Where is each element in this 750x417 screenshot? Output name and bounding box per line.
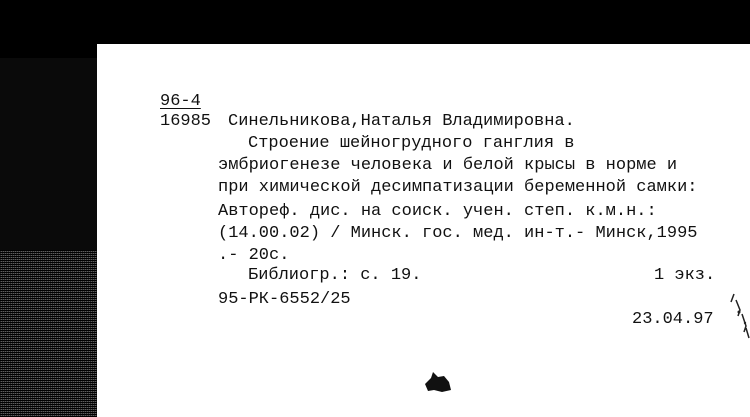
author-name: Синельникова,Наталья Владимировна.: [228, 112, 575, 131]
accession-number: 16985: [160, 112, 212, 131]
title-line-2: эмбриогенезе человека и белой крысы в норме и: [218, 156, 678, 175]
ink-blot-icon: [422, 370, 452, 394]
scan-border-dither: [0, 250, 97, 417]
record-number: 95-РК-6552/25: [218, 290, 351, 309]
bibliography-note: Библиогр.: с. 19.: [248, 266, 422, 285]
scan-border-corner: [0, 44, 97, 58]
scan-border-top: [0, 0, 750, 44]
title-line-6: .- 20с.: [218, 246, 290, 265]
title-line-5: (14.00.02) / Минск. гос. мед. ин-т.- Минск,1995: [218, 224, 698, 243]
copies-count: 1 экз.: [654, 266, 716, 285]
title-line-4: Автореф. дис. на соиск. учен. степ. к.м.н.:: [218, 202, 657, 221]
card-date: 23.04.97: [632, 310, 714, 329]
title-line-1: Строение шейногрудного ганглия в: [248, 134, 575, 153]
classification-code: 96-4: [160, 92, 201, 111]
title-line-3: при химической десимпатизации беременной самки:: [218, 178, 698, 197]
pen-mark-icon: [726, 292, 750, 342]
